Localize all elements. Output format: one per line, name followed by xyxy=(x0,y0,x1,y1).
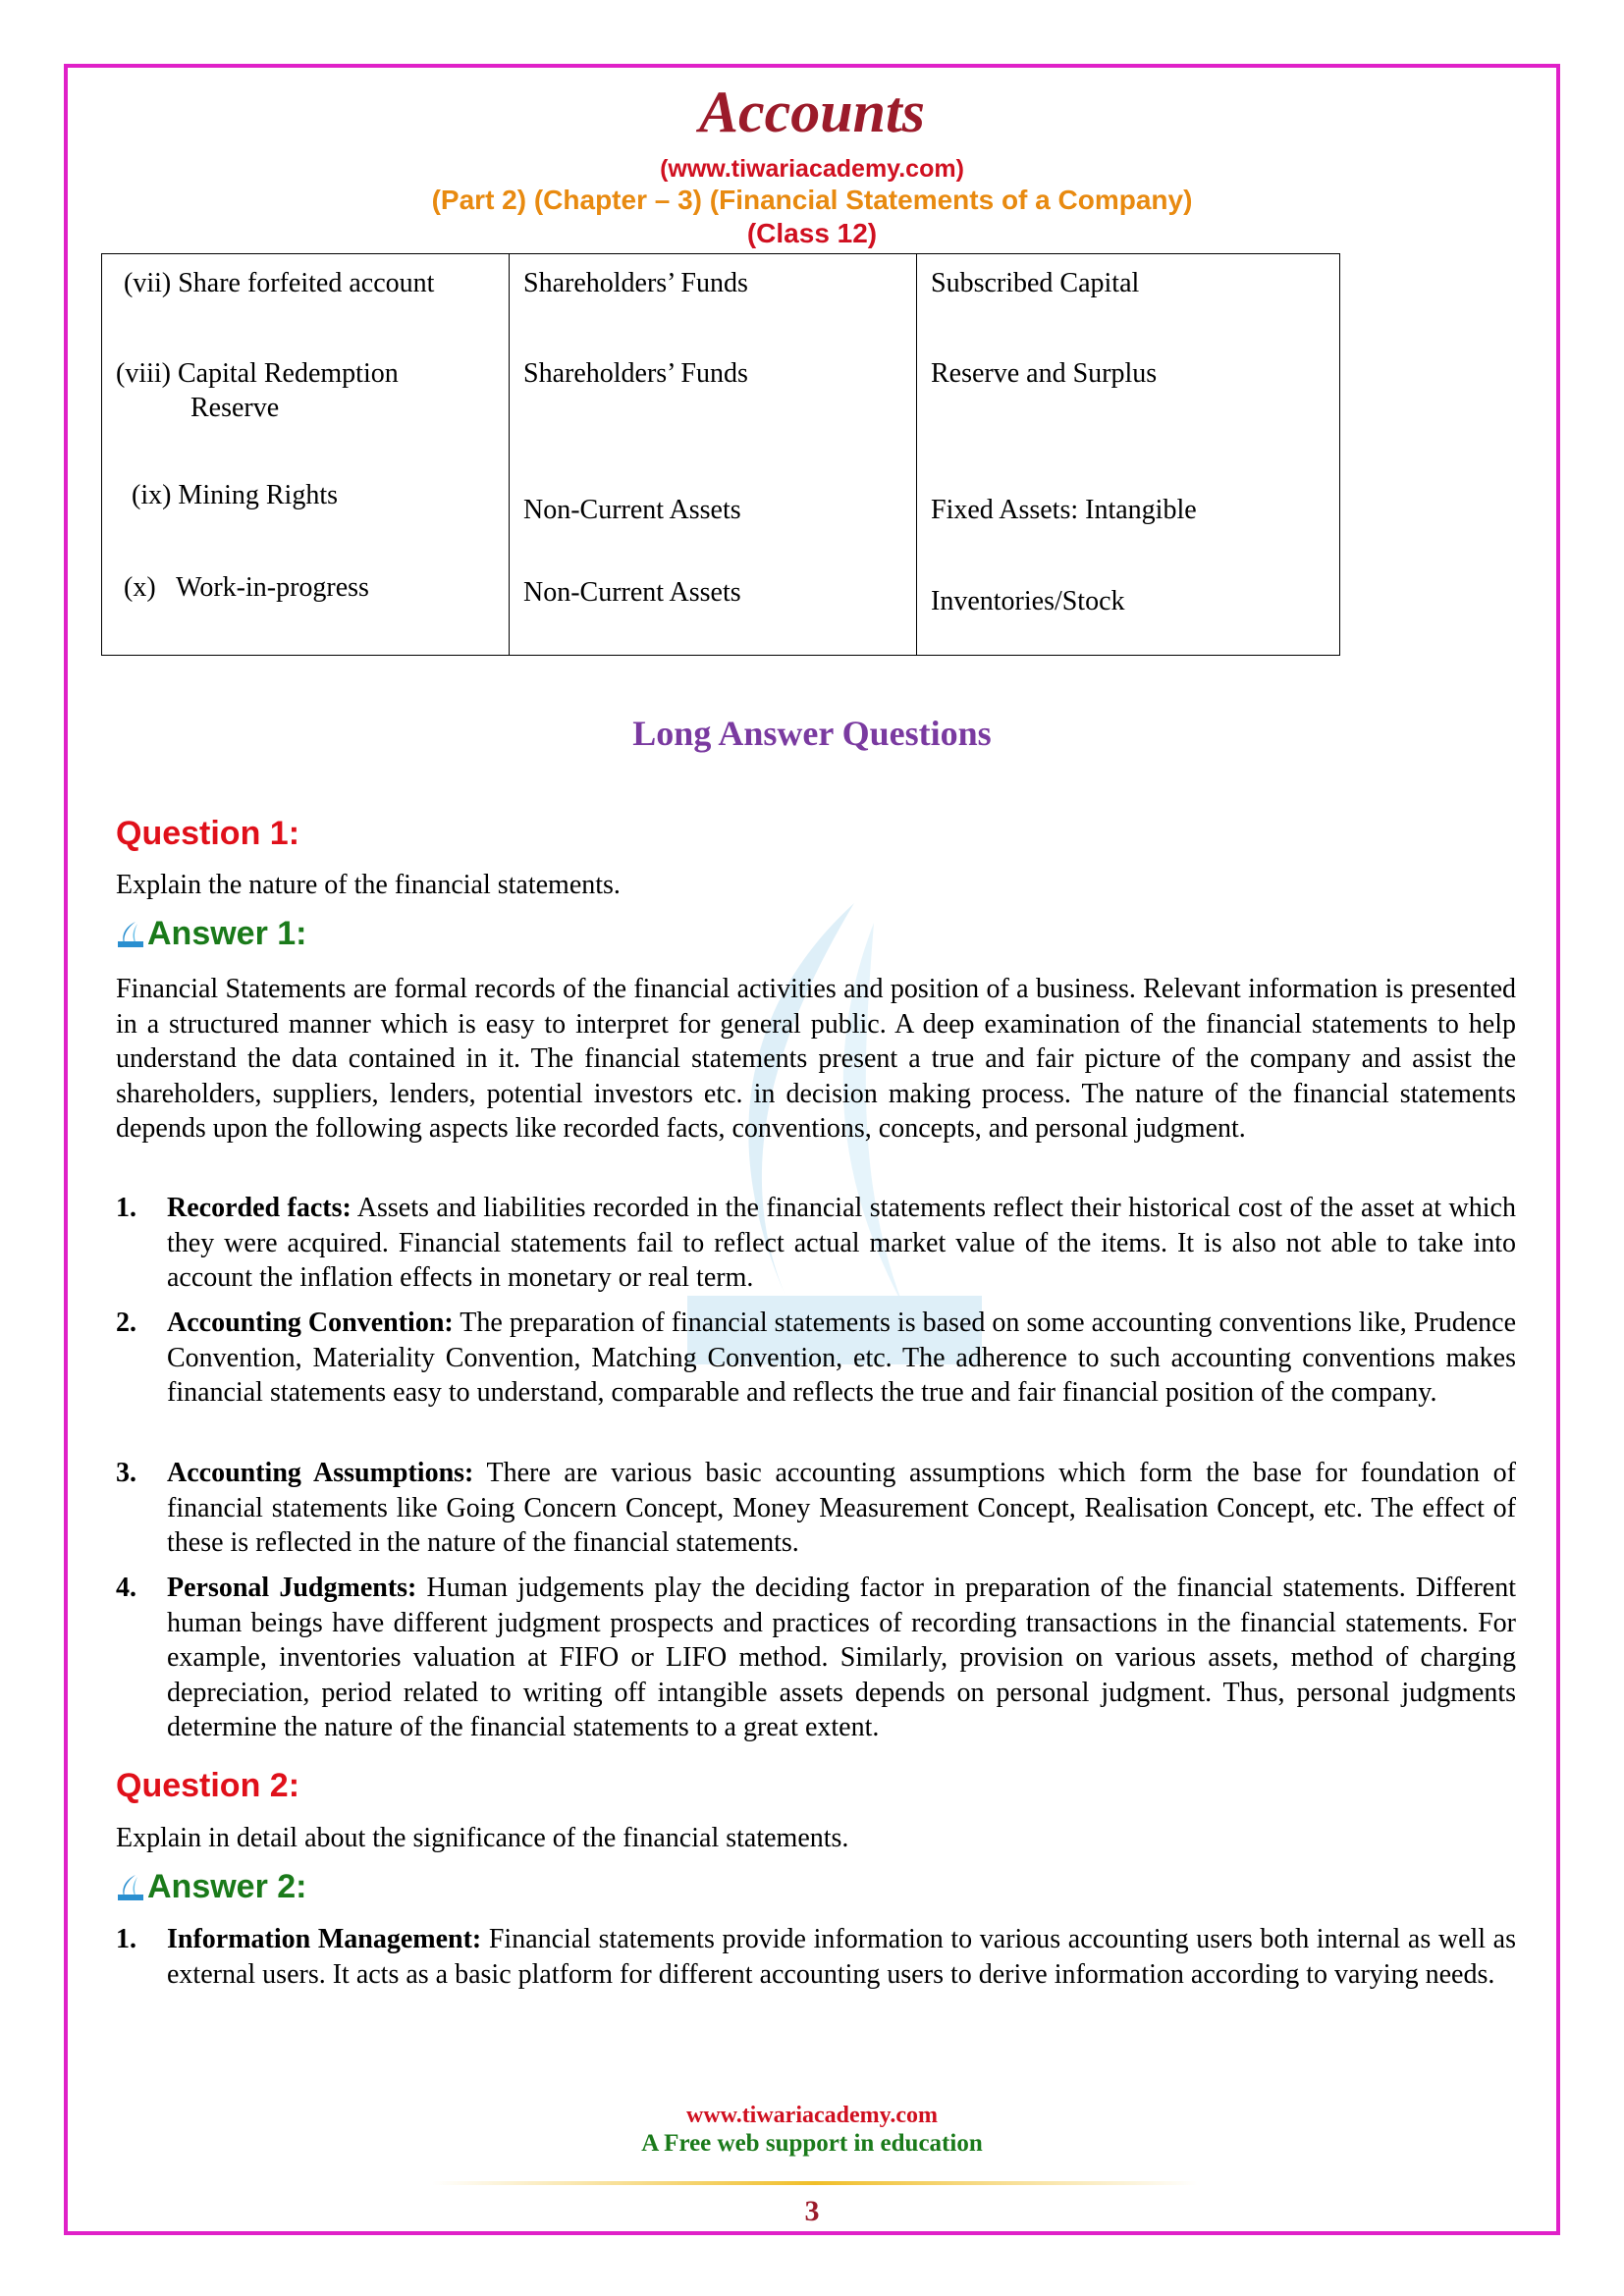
table-cell: Fixed Assets: Intangible xyxy=(931,495,1197,525)
footer-tagline: A Free web support in education xyxy=(641,2130,983,2157)
table-column-heads xyxy=(510,254,917,656)
point-label: Accounting Convention: xyxy=(167,1308,454,1338)
answer-1-heading xyxy=(116,915,307,953)
question-2-heading: Question 2: xyxy=(116,1767,300,1804)
answer-1-point-4 xyxy=(116,1571,1516,1745)
answer-1-point-3 xyxy=(116,1456,1516,1561)
tiwari-logo-icon xyxy=(116,1873,145,1902)
classification-table xyxy=(101,253,1340,656)
table-column-items xyxy=(102,254,510,656)
answer-1-intro: Financial Statements are formal records of the financial activities and position of a business. Relevant information is presented in a structured manner which is easy to interpret for general public. A deep examination of the financial statements to help understand the data contained in it. The financial statements present a true and fair picture of the company and assist the shareholders, suppliers, lenders, potential investors etc. in decision making process. The nature of the financial statements depends upon the following aspects like recorded facts, conventions, concepts, and personal judgment. xyxy=(116,974,1516,1144)
table-cell: (viii) Capital Redemption xyxy=(116,358,399,389)
page-title: Accounts xyxy=(698,80,926,144)
answer-1-label: Answer 1: xyxy=(147,915,307,952)
header-website: (www.tiwariacademy.com) xyxy=(660,155,964,183)
header-chapter-line: (Part 2) (Chapter – 3) (Financial Statements of a Company) xyxy=(431,185,1193,215)
point-text: Financial statements provide information to various accounting users both internal as well as external users. It acts as a basic platform for different accounting users to derive information according to varying needs. xyxy=(167,1924,1516,1990)
table-cell: (x) Work-in-progress xyxy=(124,572,369,603)
question-2-text: Explain in detail about the significance of the financial statements. xyxy=(116,1823,849,1853)
table-cell: Non-Current Assets xyxy=(523,577,741,608)
table-cell: Reserve and Surplus xyxy=(931,358,1158,389)
point-number: 1. xyxy=(116,1924,136,1954)
point-number: 3. xyxy=(116,1458,136,1488)
answer-1-point-2 xyxy=(116,1306,1516,1411)
question-1-heading: Question 1: xyxy=(116,815,300,852)
point-number: 1. xyxy=(116,1193,136,1223)
table-cell: Shareholders’ Funds xyxy=(523,268,748,298)
answer-1-point-1 xyxy=(116,1191,1516,1296)
point-label: Information Management: xyxy=(167,1924,482,1954)
point-text: There are various basic accounting assumptions which form the base for foundation of financial statements like Going Concern Concept, Money Measurement Concept, Realisation Concept, etc. The effect of these is reflected in the nature of the financial statements. xyxy=(167,1458,1516,1558)
page-number: 3 xyxy=(804,2195,820,2227)
answer-2-heading xyxy=(116,1868,307,1906)
table-cell: (ix) Mining Rights xyxy=(132,480,339,510)
table-cell: Subscribed Capital xyxy=(931,268,1140,298)
point-text: Assets and liabilities recorded in the financial statements reflect their historical cost of the asset at which they were acquired. Financial statements fail to reflect actual market value of the items. It is also not able to take into account the inflation effects in monetary or real term. xyxy=(167,1193,1516,1293)
footer-website: www.tiwariacademy.com xyxy=(686,2103,938,2128)
table-column-subheads xyxy=(917,254,1340,656)
point-label: Recorded facts: xyxy=(167,1193,352,1223)
table-cell: Reserve xyxy=(190,393,280,423)
answer-2-label: Answer 2: xyxy=(147,1868,307,1905)
point-label: Personal Judgments: xyxy=(167,1573,417,1603)
point-label: Accounting Assumptions: xyxy=(167,1458,474,1488)
table-cell: Non-Current Assets xyxy=(523,495,741,525)
question-1-text: Explain the nature of the financial statements. xyxy=(116,870,621,900)
header-class-line: (Class 12) xyxy=(746,218,878,248)
point-number: 2. xyxy=(116,1308,136,1338)
table-cell: Inventories/Stock xyxy=(931,586,1125,616)
footer-divider xyxy=(432,2181,1198,2185)
point-text: The preparation of financial statements is based on some accounting conventions like, Prudence Convention, Materiality Convention, Matching Convention, etc. The adherence to such accounting conventions makes financial statements easy to understand, comparable and reflects the true and fair financial position of the company. xyxy=(167,1308,1516,1408)
table-cell: (vii) Share forfeited account xyxy=(124,268,435,298)
table-cell: Shareholders’ Funds xyxy=(523,358,748,389)
point-text: Human judgements play the deciding factor in preparation of the financial statements. Different human beings have different judgment prospects and practices of recording transactions in the financial statements. For example, inventories valuation at FIFO or LIFO method. Similarly, provision on various assets, method of charging depreciation, period related to writing off intangible assets depends on personal judgment. Thus, personal judgments determine the nature of the financial statements to a great extent. xyxy=(167,1573,1516,1742)
point-number: 4. xyxy=(116,1573,136,1603)
answer-2-point-1 xyxy=(116,1922,1516,1992)
section-title: Long Answer Questions xyxy=(632,714,992,753)
tiwari-logo-icon xyxy=(116,920,145,949)
